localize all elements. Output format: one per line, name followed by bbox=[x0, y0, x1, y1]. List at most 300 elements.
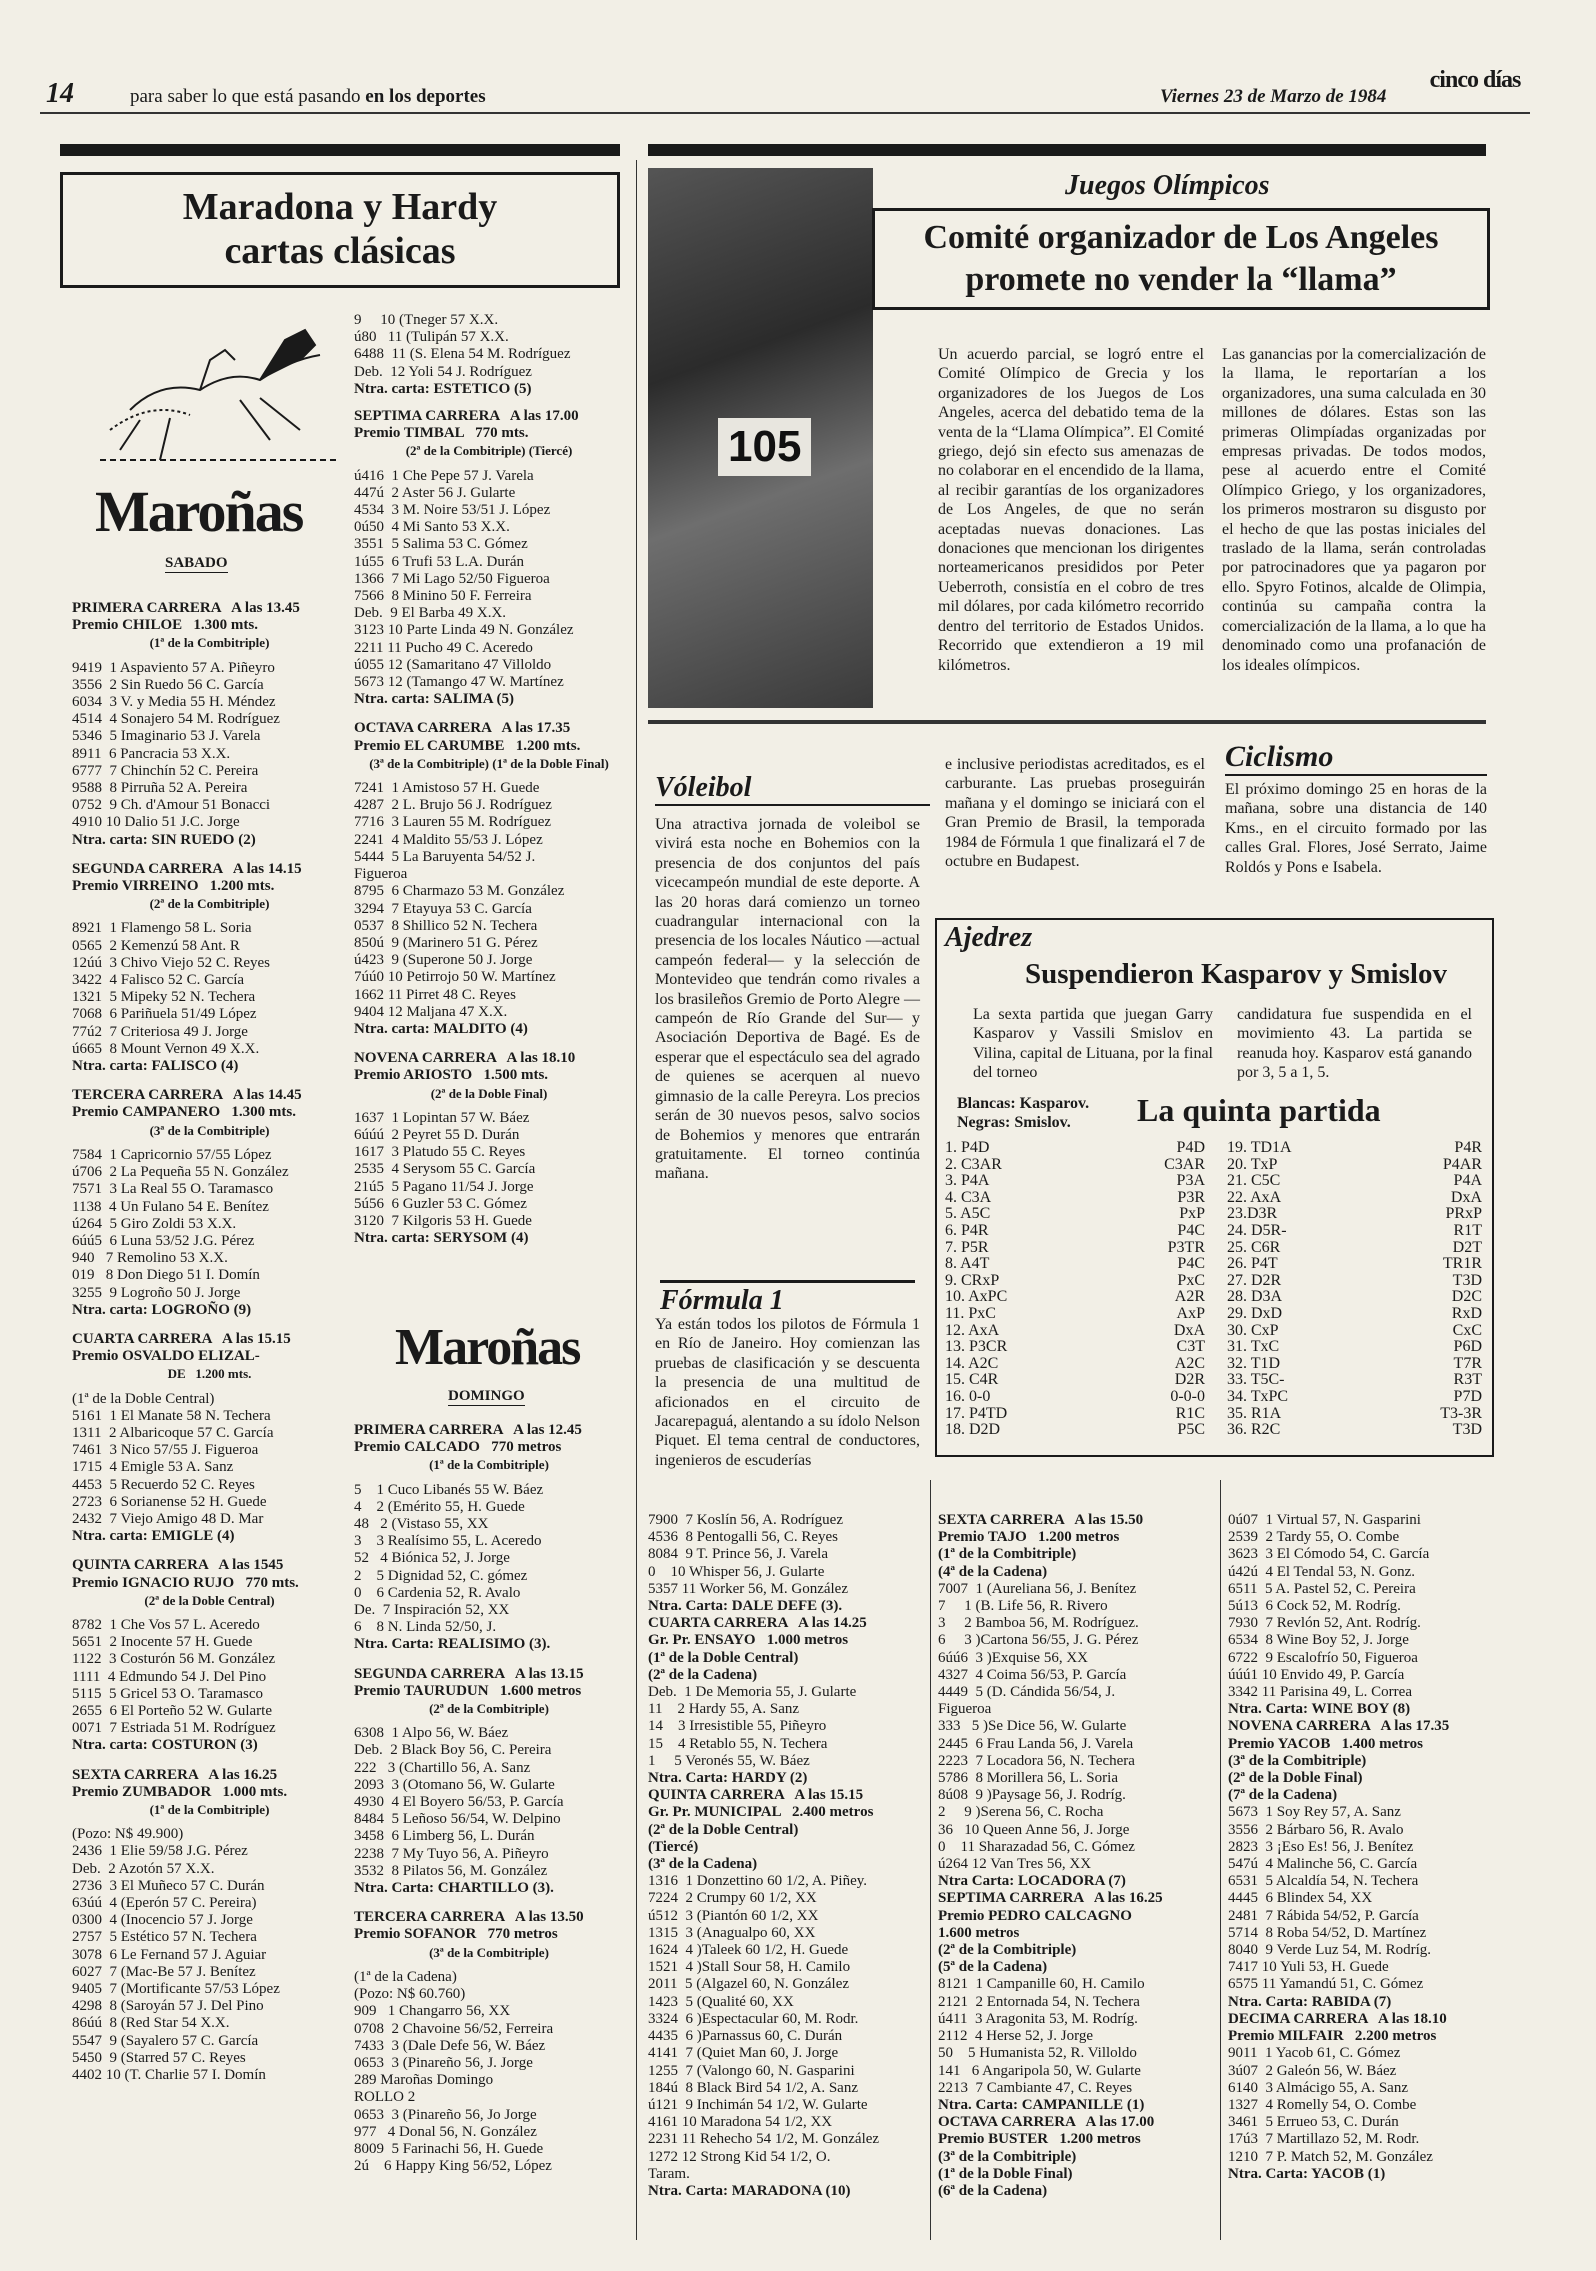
maradona-headline-box bbox=[60, 172, 620, 288]
chess-move-row bbox=[945, 1306, 1205, 1323]
race-subtitle: (3ª de la Combitriple) bbox=[429, 1944, 549, 1960]
race-premio: Premio TIMBAL 770 mts. bbox=[354, 425, 529, 442]
race-entry: 5357 11 Worker 56, M. González bbox=[648, 1580, 848, 1597]
chess-move-row bbox=[945, 1256, 1205, 1273]
white-move: 6. P4R bbox=[945, 1221, 989, 1239]
race-entry: 940 7 Remolino 53 X.X. bbox=[72, 1250, 228, 1267]
ajedrez-blancas: Blancas: Kasparov. bbox=[957, 1095, 1090, 1112]
race-entry: 1637 1 Lopintan 57 W. Báez bbox=[354, 1109, 530, 1126]
voleibol-title: Vóleibol bbox=[655, 772, 930, 806]
chess-move-row bbox=[1227, 1306, 1482, 1323]
race-entry: 0565 2 Kemenzú 58 Ant. R bbox=[72, 937, 240, 954]
page-number: 14 bbox=[46, 78, 74, 109]
race-entry: 547ú 4 Malinche 56, C. García bbox=[1228, 1856, 1418, 1873]
ajedrez-subhead: La quinta partida bbox=[1137, 1092, 1381, 1128]
chess-move-row bbox=[1227, 1190, 1482, 1207]
race-entry: Deb. 9 El Barba 49 X.X. bbox=[354, 605, 507, 622]
race-entry: Ntra. Carta: MARADONA (10) bbox=[648, 2182, 851, 2199]
race-entry: 0 11 Sharazadad 56, C. Gómez bbox=[938, 1838, 1135, 1855]
race-entry: OCTAVA CARRERA A las 17.00 bbox=[938, 2114, 1155, 2131]
white-move: 23.D3R bbox=[1227, 1205, 1278, 1223]
race-entry: (3ª de la Cadena) bbox=[648, 1856, 758, 1873]
race-entry: 977 4 Donal 56, N. González bbox=[354, 2123, 537, 2140]
race-heading: OCTAVA CARRERA A las 17.35 bbox=[354, 720, 571, 737]
race-entry: De. 7 Inspiración 52, XX bbox=[354, 1602, 510, 1619]
chess-move-row bbox=[1227, 1323, 1482, 1340]
race-entry: Ntra Carta: LOCADORA (7) bbox=[938, 1873, 1126, 1890]
black-move: A2R bbox=[1174, 1288, 1205, 1306]
black-move: P3A bbox=[1176, 1172, 1205, 1190]
formula1-title: Fórmula 1 bbox=[660, 1280, 915, 1317]
race-entry: 1ú55 6 Trufi 53 L.A. Durán bbox=[354, 553, 525, 570]
race-entry: (Pozo: N$ 49.900) bbox=[72, 1826, 184, 1843]
race-entry: 0653 3 (Pinareño 56, Jo Jorge bbox=[354, 2106, 537, 2123]
race-entry: (Pozo: N$ 60.760) bbox=[354, 1986, 466, 2003]
race-entry: 50 5 Humanista 52, R. Villoldo bbox=[938, 2045, 1137, 2062]
race-entry: 2723 6 Sorianense 52 H. Guede bbox=[72, 1493, 267, 1510]
chess-move-row bbox=[945, 1389, 1205, 1406]
black-move: T3D bbox=[1452, 1271, 1482, 1289]
race-entry: 2539 2 Tardy 55, O. Combe bbox=[1228, 1529, 1400, 1546]
race-entry: ú416 1 Che Pepe 57 J. Varela bbox=[354, 467, 534, 484]
white-move: 31. TxC bbox=[1227, 1338, 1280, 1356]
race-entry: 0653 3 (Pinareño 56, J. Jorge bbox=[354, 2054, 533, 2071]
race-entry: 5346 5 Imaginario 53 J. Varela bbox=[72, 728, 261, 745]
white-move: 7. P5R bbox=[945, 1238, 989, 1256]
race-entry: Deb. 2 Black Boy 56, C. Pereira bbox=[354, 1742, 552, 1759]
chess-move-row bbox=[1227, 1289, 1482, 1306]
race-entry: 9405 7 (Mortificante 57/53 López bbox=[72, 1981, 280, 1998]
sabado-label: SABADO bbox=[165, 555, 228, 571]
race-subtitle: (1ª de la Combitriple) bbox=[429, 1457, 549, 1473]
race-entry: Ntra. Carta: CHARTILLO (3). bbox=[354, 1880, 554, 1897]
chess-move-row bbox=[1227, 1422, 1482, 1439]
race-entry: 9 10 (Tneger 57 X.X. bbox=[354, 312, 499, 328]
race-premio: Premio SOFANOR 770 metros bbox=[354, 1926, 558, 1943]
maronas-domingo-title: Maroñas bbox=[395, 1319, 580, 1376]
race-entry: 14 3 Irresistible 55, Piñeyro bbox=[648, 1718, 827, 1735]
domingo-races bbox=[354, 1422, 624, 2187]
race-entry: Taram. bbox=[648, 2165, 690, 2182]
race-entry: 3 2 Bamboa 56, M. Rodríguez. bbox=[938, 1615, 1139, 1632]
chess-move-row bbox=[945, 1406, 1205, 1423]
race-entry: SEPTIMA CARRERA A las 16.25 bbox=[938, 1890, 1163, 1907]
race-entry: Deb. 12 Yoli 54 J. Rodríguez bbox=[354, 363, 532, 380]
race-entry: Ntra. Carta: DALE DEFE (3). bbox=[648, 1598, 843, 1615]
race-entry: Deb. 2 Azotón 57 X.X. bbox=[72, 1860, 215, 1877]
race-entry: Ntra. Carta: WINE BOY (8) bbox=[1228, 1701, 1411, 1718]
black-move: P4A bbox=[1453, 1172, 1482, 1190]
race-entry: 4402 10 (T. Charlie 57 I. Domín bbox=[72, 2067, 266, 2084]
race-entry: SEXTA CARRERA A las 15.50 bbox=[938, 1512, 1144, 1528]
race-heading: TERCERA CARRERA A las 13.50 bbox=[354, 1909, 584, 1926]
race-entry: 1366 7 Mi Lago 52/50 Figueroa bbox=[354, 570, 550, 587]
chess-move-row bbox=[1227, 1356, 1482, 1373]
race-entry: 1311 2 Albaricoque 57 C. García bbox=[72, 1424, 274, 1441]
white-move: 26. P4T bbox=[1227, 1255, 1278, 1273]
race-entry: 5115 5 Gricel 53 O. Taramasco bbox=[72, 1685, 263, 1702]
juegos-headline-line2: promete no vender la “llama” bbox=[965, 261, 1397, 298]
column-rule-2 bbox=[930, 1480, 931, 2240]
race-entry: 9419 1 Aspaviento 57 A. Piñeyro bbox=[72, 659, 275, 676]
race-entry: 8121 1 Campanille 60, H. Camilo bbox=[938, 1976, 1145, 1993]
white-move: 18. D2D bbox=[945, 1421, 1001, 1439]
race-entry: 2241 4 Maldito 55/53 J. López bbox=[354, 831, 543, 848]
race-entry: 4298 8 (Saroyán 57 J. Del Pino bbox=[72, 1998, 264, 2015]
race-premio: Premio EL CARUMBE 1.200 mts. bbox=[354, 737, 581, 754]
chess-move-row bbox=[945, 1223, 1205, 1240]
race-entry: 333 5 )Se Dice 56, W. Gularte bbox=[938, 1718, 1127, 1735]
race-entry: QUINTA CARRERA A las 15.15 bbox=[648, 1787, 864, 1804]
black-move: R3T bbox=[1453, 1371, 1482, 1389]
race-entry: Premio BUSTER 1.200 metros bbox=[938, 2131, 1141, 2148]
race-entry: 5 1 Cuco Libanés 55 W. Báez bbox=[354, 1481, 544, 1498]
white-move: 34. TxPC bbox=[1227, 1387, 1289, 1405]
ajedrez-negras: Negras: Smislov. bbox=[957, 1114, 1071, 1131]
black-move: 0-0-0 bbox=[1170, 1387, 1205, 1405]
race-entry: (2ª de la Cadena) bbox=[648, 1666, 758, 1683]
race-entry: Ntra. carta: ESTETICO (5) bbox=[354, 380, 532, 397]
race-entry: 0 6 Cardenia 52, R. Avalo bbox=[354, 1584, 521, 1601]
juegos-kicker: Juegos Olímpicos bbox=[1065, 170, 1270, 201]
race-entry: ú80 11 (Tulipán 57 X.X. bbox=[354, 329, 509, 346]
chess-move-row bbox=[1227, 1372, 1482, 1389]
chess-move-row bbox=[945, 1157, 1205, 1174]
black-move: TR1R bbox=[1442, 1255, 1482, 1273]
race-entry: 3324 6 )Espectacular 60, M. Rodr. bbox=[648, 2010, 859, 2027]
race-entry: 0071 7 Estriada 51 M. Rodríguez bbox=[72, 1720, 276, 1737]
race-entry: 8782 1 Che Vos 57 L. Aceredo bbox=[72, 1616, 260, 1633]
race-entry: Figueroa bbox=[354, 866, 408, 883]
race-premio: Premio ARIOSTO 1.500 mts. bbox=[354, 1067, 549, 1084]
race-entry: 4161 10 Maradona 54 1/2, XX bbox=[648, 2114, 833, 2131]
race-entry: Deb. 1 De Memoria 55, J. Gularte bbox=[648, 1684, 857, 1701]
chess-move-row bbox=[1227, 1157, 1482, 1174]
chess-move-row bbox=[1227, 1389, 1482, 1406]
race-entry: Premio PEDRO CALCAGNO bbox=[938, 1907, 1132, 1924]
race-entry: 5444 5 La Baruyenta 54/52 J. bbox=[354, 848, 536, 865]
race-entry: 15 4 Retablo 55, N. Techera bbox=[648, 1735, 828, 1752]
race-entry: 3 3 Realísimo 55, L. Aceredo bbox=[354, 1533, 542, 1550]
race-entry: Premio TAJO 1.200 metros bbox=[938, 1529, 1120, 1546]
tagline-bold: en los deportes bbox=[365, 86, 486, 107]
race-entry: 2112 4 Herse 52, J. Jorge bbox=[938, 2028, 1093, 2045]
race-entry: 1255 7 (Valongo 60, N. Gasparini bbox=[648, 2062, 855, 2079]
sabado-races bbox=[72, 600, 347, 2096]
race-entry: 4534 3 M. Noire 53/51 J. López bbox=[354, 502, 551, 519]
race-entry: 1321 5 Mipeky 52 N. Techera bbox=[72, 989, 256, 1006]
race-entry: 4514 4 Sonajero 54 M. Rodríguez bbox=[72, 711, 280, 728]
race-entry: 2213 7 Cambiante 47, C. Reyes bbox=[938, 2079, 1133, 2096]
race-entry: 3294 7 Etayuya 53 C. García bbox=[354, 900, 532, 917]
race-entry: 1423 5 (Qualité 60, XX bbox=[648, 1993, 794, 2010]
race-entry: DECIMA CARRERA A las 18.10 bbox=[1228, 2010, 1447, 2027]
race-entry: 7716 3 Lauren 55 M. Rodríguez bbox=[354, 814, 552, 831]
race-entry: NOVENA CARRERA A las 17.35 bbox=[1228, 1718, 1450, 1735]
race-entry: 4435 6 )Parnassus 60, C. Durán bbox=[648, 2028, 843, 2045]
race-entry: 0537 8 Shillico 52 N. Techera bbox=[354, 917, 538, 934]
race-entry: 7úú0 10 Petirrojo 50 W. Martínez bbox=[354, 969, 556, 986]
race-entry: 0300 4 (Inocencio 57 J. Jorge bbox=[72, 1912, 253, 1929]
race-heading: PRIMERA CARRERA A las 12.45 bbox=[354, 1422, 582, 1438]
race-entry: 36 10 Queen Anne 56, J. Jorge bbox=[938, 1821, 1130, 1838]
race-entry: 3123 10 Parte Linda 49 N. González bbox=[354, 622, 574, 639]
race-entry: 52 4 Biónica 52, J. Jorge bbox=[354, 1550, 510, 1567]
race-entry: 12úú 3 Chivo Viejo 52 C. Reyes bbox=[72, 954, 270, 971]
race-entry: 3120 7 Kilgoris 53 H. Guede bbox=[354, 1212, 532, 1229]
race-entry: 289 Maroñas Domingo bbox=[354, 2072, 494, 2089]
maradona-headline-line2: cartas clásicas bbox=[224, 230, 456, 272]
race-entry: 8009 5 Farinachi 56, H. Guede bbox=[354, 2140, 544, 2157]
ajedrez-box bbox=[935, 918, 1494, 1457]
race-premio: Premio IGNACIO RUJO 770 mts. bbox=[72, 1574, 299, 1591]
race-heading: CUARTA CARRERA A las 15.15 bbox=[72, 1330, 291, 1347]
race-entry: 4453 5 Recuerdo 52 C. Reyes bbox=[72, 1476, 255, 1493]
race-entry: (6ª de la Cadena) bbox=[938, 2182, 1048, 2199]
race-entry: 3556 2 Bárbaro 56, R. Avalo bbox=[1228, 1821, 1404, 1838]
black-move: PRxP bbox=[1445, 1205, 1482, 1223]
race-entry: 2223 7 Locadora 56, N. Techera bbox=[938, 1752, 1135, 1769]
race-entry: ú411 3 Aragonita 53, M. Rodríg. bbox=[938, 2010, 1138, 2027]
chess-move-row bbox=[945, 1356, 1205, 1373]
race-entry: Ntra. Carta: CAMPANILLE (1) bbox=[938, 2096, 1145, 2113]
chess-move-row bbox=[1227, 1240, 1482, 1257]
race-entry: 8911 6 Pancracia 53 X.X. bbox=[72, 745, 231, 762]
race-heading: SEPTIMA CARRERA A las 17.00 bbox=[354, 408, 579, 425]
race-entry: 6 8 N. Linda 52/50, J. bbox=[354, 1619, 497, 1636]
newspaper-logo: cinco días bbox=[1429, 67, 1521, 93]
race-entry: 9404 12 Maljana 47 X.X. bbox=[354, 1003, 508, 1020]
black-move: P6D bbox=[1453, 1338, 1482, 1356]
race-entry: 3623 3 El Cómodo 54, C. García bbox=[1228, 1546, 1430, 1563]
column-rule-3 bbox=[1220, 1480, 1221, 2240]
race-entry: CUARTA CARRERA A las 14.25 bbox=[648, 1615, 867, 1632]
race-entry: 1315 3 (Anagualpo 60, XX bbox=[648, 1924, 816, 1941]
race-entry: 7566 8 Minino 50 F. Ferreira bbox=[354, 588, 532, 605]
juegos-headline-box bbox=[872, 208, 1490, 310]
race-subtitle: (2ª de la Combitriple) bbox=[149, 896, 270, 912]
race-entry: ú512 3 (Piantón 60 1/2, XX bbox=[648, 1907, 819, 1924]
race-entry: 4141 7 (Quiet Man 60, J. Jorge bbox=[648, 2045, 839, 2062]
race-entry: 4930 4 El Boyero 56/53, P. García bbox=[354, 1794, 564, 1811]
race-entry: 8921 1 Flamengo 58 L. Soria bbox=[72, 920, 252, 937]
race-entry: 2736 3 El Muñeco 57 C. Durán bbox=[72, 1877, 265, 1894]
tagline bbox=[130, 86, 486, 108]
race-entry: 1662 11 Pirret 48 C. Reyes bbox=[354, 986, 516, 1003]
black-move: P4C bbox=[1177, 1221, 1205, 1239]
white-move: 13. P3CR bbox=[945, 1338, 1008, 1356]
race-entry: 2757 5 Estético 57 N. Techera bbox=[72, 1929, 257, 1946]
race-entry: 2093 3 (Otomano 56, W. Gularte bbox=[354, 1776, 555, 1793]
race-entry: ú055 12 (Samaritano 47 Villoldo bbox=[354, 656, 552, 673]
race-entry: (2ª de la Doble Final) bbox=[1228, 1770, 1363, 1787]
maradona-headline-line1: Maradona y Hardy bbox=[182, 186, 498, 228]
black-move: P4AR bbox=[1442, 1155, 1482, 1173]
race-entry: 3078 6 Le Fernand 57 J. Aguiar bbox=[72, 1946, 267, 1963]
race-entry: 0ú07 1 Virtual 57, N. Gasparini bbox=[1228, 1512, 1421, 1528]
race-entry: 1715 4 Emigle 53 A. Sanz bbox=[72, 1459, 234, 1476]
race-entry: 7433 3 (Dale Defe 56, W. Báez bbox=[354, 2037, 546, 2054]
race-entry: Ntra. Carta: REALISIMO (3). bbox=[354, 1636, 551, 1653]
moves-list-1 bbox=[945, 1140, 1205, 1439]
white-move: 15. C4R bbox=[945, 1371, 999, 1389]
race-entry: 1617 3 Platudo 55 C. Reyes bbox=[354, 1144, 526, 1161]
race-entry: (Tiercé) bbox=[648, 1838, 699, 1855]
race-entry: 7571 3 La Real 55 O. Taramasco bbox=[72, 1181, 274, 1198]
chess-move-row bbox=[1227, 1339, 1482, 1356]
race-entry: ú665 8 Mount Vernon 49 X.X. bbox=[72, 1040, 260, 1057]
race-entry: (2ª de la Doble Central) bbox=[648, 1821, 799, 1838]
black-move: D2R bbox=[1174, 1371, 1205, 1389]
race-entry: Premio YACOB 1.400 metros bbox=[1228, 1735, 1423, 1752]
chess-move-row bbox=[1227, 1223, 1482, 1240]
race-entry: ú423 9 (Superone 50 J. Jorge bbox=[354, 952, 533, 969]
sabado-races-continued bbox=[354, 312, 624, 1259]
white-move: 25. C6R bbox=[1227, 1238, 1281, 1256]
chess-move-row bbox=[945, 1339, 1205, 1356]
white-move: 24. D5R- bbox=[1227, 1221, 1287, 1239]
white-move: 30. CxP bbox=[1227, 1321, 1279, 1339]
ajedrez-column-1: La sexta partida que juegan Garry Kasparov y Vassili Smislov en Vilina, capital de Lituana, por la final del torneo bbox=[973, 1006, 1213, 1082]
race-entry: 5547 9 (Sayalero 57 C. García bbox=[72, 2032, 259, 2049]
race-entry: (3ª de la Combitriple) bbox=[938, 2148, 1077, 2165]
race-entry: Ntra. carta: MALDITO (4) bbox=[354, 1020, 528, 1037]
race-entry: 63úú 4 (Eperón 57 C. Pereira) bbox=[72, 1895, 257, 1912]
race-entry: 2211 11 Pucho 49 C. Aceredo bbox=[354, 639, 533, 656]
white-move: 27. D2R bbox=[1227, 1271, 1282, 1289]
race-entry: ú706 2 La Pequeña 55 N. González bbox=[72, 1164, 289, 1181]
race-entry: (2ª de la Combitriple) bbox=[938, 1942, 1077, 1959]
race-entry: (1ª de la Doble Central) bbox=[72, 1390, 215, 1407]
race-entry: Ntra. carta: EMIGLE (4) bbox=[72, 1528, 235, 1545]
race-entry: 5161 1 El Manate 58 N. Techera bbox=[72, 1407, 271, 1424]
race-premio: Premio ZUMBADOR 1.000 mts. bbox=[72, 1783, 288, 1800]
black-move: P5C bbox=[1177, 1421, 1205, 1439]
black-move: CxC bbox=[1452, 1321, 1482, 1339]
race-entry: ú121 9 Inchimán 54 1/2, W. Gularte bbox=[648, 2096, 868, 2113]
race-entry: 2011 5 (Algazel 60, N. González bbox=[648, 1976, 850, 1993]
white-move: 3. P4A bbox=[945, 1172, 990, 1190]
white-move: 32. T1D bbox=[1227, 1354, 1281, 1372]
race-entry: 850ú 9 (Marinero 51 G. Pérez bbox=[354, 934, 538, 951]
race-entry: 2231 11 Rehecho 54 1/2, M. González bbox=[648, 2131, 880, 2148]
race-entry: 8484 5 Leñoso 56/54, W. Delpino bbox=[354, 1811, 561, 1828]
race-entry: ú264 5 Giro Zoldi 53 X.X. bbox=[72, 1215, 237, 1232]
race-entry: (4ª de la Cadena) bbox=[938, 1563, 1048, 1580]
race-heading: TERCERA CARRERA A las 14.45 bbox=[72, 1087, 302, 1104]
race-entry: 5ú56 6 Guzler 53 C. Gómez bbox=[354, 1195, 527, 1212]
race-entry: 4 2 (Emérito 55, H. Guede bbox=[354, 1498, 525, 1515]
chess-move-row bbox=[945, 1240, 1205, 1257]
race-subtitle: (2ª de la Combitriple) (Tiercé) bbox=[405, 443, 573, 459]
race-entry: (1ª de la Doble Final) bbox=[938, 2165, 1073, 2182]
race-premio: Premio CHILOE 1.300 mts. bbox=[72, 617, 258, 634]
race-entry: 184ú 8 Black Bird 54 1/2, A. Sanz bbox=[648, 2079, 858, 2096]
race-entry: 6488 11 (S. Elena 54 M. Rodríguez bbox=[354, 346, 571, 363]
domingo-label: DOMINGO bbox=[448, 1388, 525, 1404]
race-heading: SEGUNDA CARRERA A las 14.15 bbox=[72, 860, 302, 877]
race-entry: 5673 1 Soy Rey 57, A. Sanz bbox=[1228, 1804, 1401, 1821]
race-entry: 6308 1 Alpo 56, W. Báez bbox=[354, 1725, 509, 1742]
race-entry: 2432 7 Viejo Amigo 48 D. Mar bbox=[72, 1510, 264, 1527]
chess-move-row bbox=[1227, 1206, 1482, 1223]
masthead-rule bbox=[40, 112, 1530, 114]
white-move: 33. T5C- bbox=[1227, 1371, 1285, 1389]
white-move: 16. 0-0 bbox=[945, 1387, 991, 1405]
race-entry: 1138 4 Un Fulano 54 E. Benítez bbox=[72, 1198, 269, 1215]
race-entry: 2238 7 My Tuyo 56, A. Piñeyro bbox=[354, 1845, 549, 1862]
chess-move-row bbox=[1227, 1273, 1482, 1290]
race-entry: 5651 2 Inocente 57 H. Guede bbox=[72, 1634, 253, 1651]
chess-move-row bbox=[1227, 1256, 1482, 1273]
race-premio: Premio CAMPANERO 1.300 mts. bbox=[72, 1104, 296, 1121]
domingo-races-col-c bbox=[1228, 1512, 1488, 2183]
race-entry: 0 10 Whisper 56, J. Gularte bbox=[648, 1563, 825, 1580]
race-entry: 5ú13 6 Cock 52, M. Rodríg. bbox=[1228, 1598, 1401, 1615]
ajedrez-kicker: Ajedrez bbox=[945, 922, 1033, 953]
race-entry: Ntra. carta: COSTURON (3) bbox=[72, 1737, 258, 1754]
race-entry: 3ú07 2 Galeón 56, W. Báez bbox=[1228, 2062, 1397, 2079]
maronas-sabado-title: Maroñas bbox=[95, 479, 303, 544]
race-entry: 8040 9 Verde Luz 54, M. Rodríg. bbox=[1228, 1942, 1432, 1959]
chess-move-row bbox=[945, 1140, 1205, 1157]
race-entry: 6úú5 6 Luna 53/52 J.G. Pérez bbox=[72, 1232, 255, 1249]
white-move: 28. D3A bbox=[1227, 1288, 1283, 1306]
white-move: 19. TD1A bbox=[1227, 1139, 1292, 1156]
race-entry: Gr. Pr. MUNICIPAL 2.400 metros bbox=[648, 1804, 874, 1821]
black-move: T3D bbox=[1452, 1421, 1482, 1439]
race-entry: Ntra. carta: LOGROÑO (9) bbox=[72, 1301, 252, 1318]
race-entry: 2 5 Dignidad 52, C. gómez bbox=[354, 1567, 528, 1584]
race-entry: 1210 7 P. Match 52, M. González bbox=[1228, 2148, 1433, 2165]
ciclismo-text: El próximo domingo 25 en horas de la mañana, sobre una distancia de 140 Kms., en el circuito formado por las calles Gral. Flores, José Serrato, Jaime Roldós y Pons e Isabela. bbox=[1225, 781, 1487, 876]
race-premio: Premio VIRREINO 1.200 mts. bbox=[72, 878, 275, 895]
race-entry: 6027 7 (Mac-Be 57 J. Benítez bbox=[72, 1963, 256, 1980]
race-entry: (3ª de la Combitriple) bbox=[1228, 1752, 1367, 1769]
race-entry: 5714 8 Roba 54/52, D. Martínez bbox=[1228, 1924, 1427, 1941]
domingo-races-col-b bbox=[938, 1512, 1213, 2200]
race-entry: 6úúú 2 Peyret 55 D. Durán bbox=[354, 1126, 520, 1143]
race-entry: Ntra. Carta: YACOB (1) bbox=[1228, 2165, 1386, 2182]
race-heading: NOVENA CARRERA A las 18.10 bbox=[354, 1050, 576, 1067]
white-move: 20. TxP bbox=[1227, 1155, 1278, 1173]
race-entry: 7584 1 Capricornio 57/55 López bbox=[72, 1146, 272, 1163]
right-section-bar bbox=[648, 144, 1486, 156]
race-entry: ROLLO 2 bbox=[354, 2089, 416, 2106]
race-entry: 6034 3 V. y Media 55 H. Méndez bbox=[72, 694, 276, 711]
race-entry: 6777 7 Chinchín 52 C. Pereira bbox=[72, 762, 259, 779]
race-entry: 5450 9 (Starred 57 C. Reyes bbox=[72, 2049, 246, 2066]
race-entry: 7241 1 Amistoso 57 H. Guede bbox=[354, 780, 540, 797]
chess-move-row bbox=[945, 1289, 1205, 1306]
ciclismo-title: Ciclismo bbox=[1225, 740, 1487, 776]
issue-date: Viernes 23 de Marzo de 1984 bbox=[1160, 86, 1387, 107]
race-heading: PRIMERA CARRERA A las 13.45 bbox=[72, 600, 300, 616]
race-entry: 7068 6 Pariñuela 51/49 López bbox=[72, 1006, 257, 1023]
race-entry: (5ª de la Cadena) bbox=[938, 1959, 1048, 1976]
athlete-photo bbox=[648, 168, 873, 708]
ajedrez-column-2: candidatura fue suspendida en el movimiento 43. La partida se reanuda hoy. Kasparov está ganando por 3, 5 a 1, 5. bbox=[1237, 1006, 1472, 1082]
race-entry: Ntra. Carta: HARDY (2) bbox=[648, 1770, 808, 1787]
chess-move-row bbox=[1227, 1406, 1482, 1423]
race-entry: 1272 12 Strong Kid 54 1/2, O. bbox=[648, 2148, 831, 2165]
race-entry: 2823 3 ¡Eso Es! 56, J. Benítez bbox=[1228, 1838, 1414, 1855]
black-move: DxA bbox=[1173, 1321, 1205, 1339]
race-entry: 2ú 6 Happy King 56/52, López bbox=[354, 2158, 552, 2175]
race-heading: QUINTA CARRERA A las 1545 bbox=[72, 1557, 284, 1574]
formula1-text: Ya están todos los pilotos de Fórmula 1 en Río de Janeiro. Hoy comienzan las pruebas de clasificación y se descuenta la presencia de una multitud de aficionados en el circuito de Jacarepaguá, alentando a su ídolo Nelson Piquet. El tema central de conductores, ingenieros de escuderías bbox=[655, 1316, 920, 1469]
race-entry: Ntra. carta: FALISCO (4) bbox=[72, 1058, 239, 1075]
